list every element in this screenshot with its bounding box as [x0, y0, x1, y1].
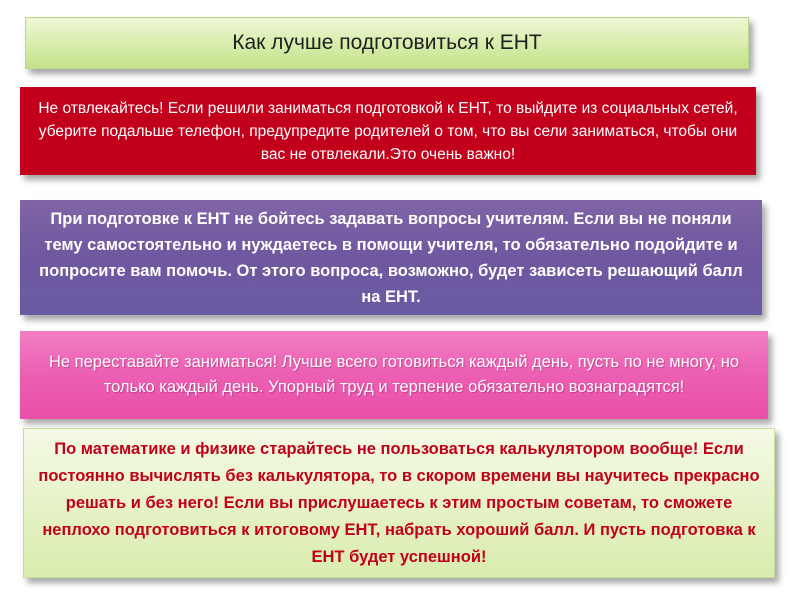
- tip-text-distraction: Не отвлекайтесь! Если решили заниматься подготовкой к ЕНТ, то выйдите из социальных сетей, уберите подальше телефон, предупредите родителей о том, что вы сели заниматься, чтобы они вас не отвлекали.Это очень важно!: [38, 99, 738, 163]
- tip-text-questions: При подготовке к ЕНТ не бойтесь задавать вопросы учителям. Если вы не поняли тему самостоятельно и нуждаетесь в помощи учителя, то обязательно подойдите и попросите вам помочь. От этого вопроса, возможно, будет зависеть решающий балл на ЕНТ.: [39, 209, 743, 306]
- tip-box-distraction: [20, 87, 756, 175]
- slide-title: Как лучше подготовиться к ЕНТ: [232, 31, 542, 54]
- tip-text-calculator: По математике и физике старайтесь не пользоваться калькулятором вообще! Если постоянно вычислять без калькулятора, то в скором времени вы научитесь прекрасно решать и без него! Если вы прислушаетесь к этим простым советам, то сможете неплохо подготовиться к итоговому ЕНТ, набрать хороший балл. И пусть подготовка к ЕНТ будет успешной!: [38, 439, 760, 566]
- tip-box-calculator: [23, 428, 775, 578]
- title-banner: [25, 17, 749, 69]
- tip-box-questions: [20, 200, 762, 315]
- tip-box-daily-study: [20, 331, 768, 419]
- tip-text-daily-study: Не переставайте заниматься! Лучше всего готовиться каждый день, пусть по не многу, но только каждый день. Упорный труд и терпение обязательно вознаградятся!: [48, 353, 739, 396]
